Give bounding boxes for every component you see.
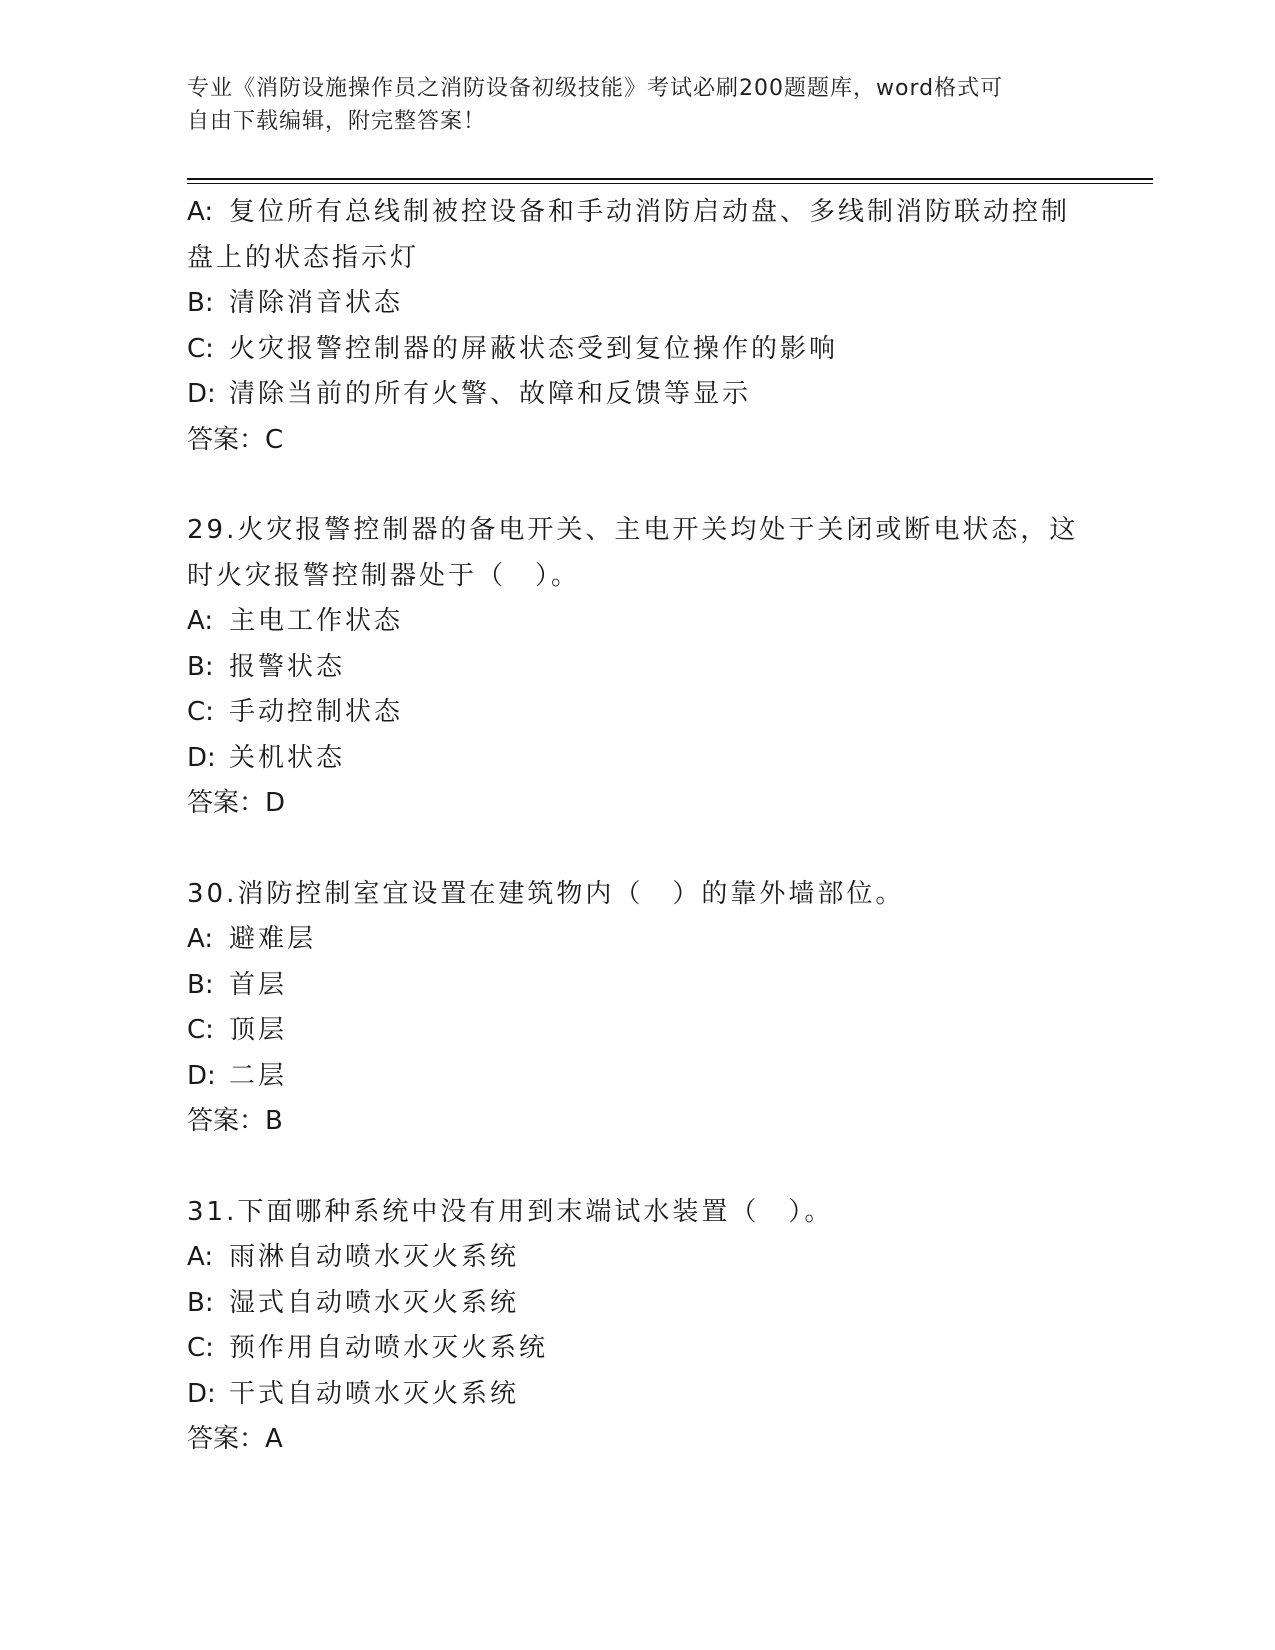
option-label: D: bbox=[187, 742, 216, 773]
option-c bbox=[187, 1008, 1087, 1054]
option-text: 顶层 bbox=[229, 1015, 288, 1045]
option-text: 火灾报警控制器的屏蔽状态受到复位操作的影响 bbox=[229, 333, 839, 364]
question-list bbox=[187, 190, 1087, 1463]
answer: 答案：D bbox=[187, 788, 286, 818]
option-label: C: bbox=[187, 1015, 214, 1045]
option-text: 湿式自动喷水灭火系统 bbox=[229, 1287, 520, 1318]
option-b bbox=[187, 645, 1087, 691]
option-d bbox=[187, 1054, 1087, 1100]
option-a bbox=[187, 599, 1087, 645]
option-label: D: bbox=[187, 379, 216, 409]
option-text: 首层 bbox=[229, 969, 288, 1000]
option-d bbox=[187, 372, 1087, 418]
option-a bbox=[187, 190, 1087, 236]
option-c bbox=[187, 690, 1087, 736]
option-label: B: bbox=[187, 1287, 214, 1318]
option-b bbox=[187, 1281, 1087, 1327]
option-label: B: bbox=[187, 969, 214, 1000]
option-label: B: bbox=[187, 288, 214, 318]
option-c bbox=[187, 327, 1087, 373]
option-label: B: bbox=[187, 651, 214, 682]
option-a bbox=[187, 917, 1087, 963]
question-stem: 31.下面哪种系统中没有用到末端试水装置（ ）。 bbox=[187, 1196, 834, 1227]
option-label: D: bbox=[187, 1378, 216, 1409]
option-a-continued: 盘上的状态指示灯 bbox=[187, 242, 420, 273]
question-stem: 29.火灾报警控制器的备电开关、主电开关均处于关闭或断电状态，这 bbox=[187, 515, 1079, 545]
option-label: C: bbox=[187, 1333, 214, 1363]
header-line-1: 专业《消防设施操作员之消防设备初级技能》考试必刷200题题库，word格式可 bbox=[187, 76, 1004, 101]
answer: 答案：A bbox=[187, 1424, 283, 1454]
spacer bbox=[187, 463, 1087, 508]
option-text: 清除当前的所有火警、故障和反馈等显示 bbox=[229, 379, 752, 409]
answer: 答案：B bbox=[187, 1106, 283, 1136]
header-line-2: 自由下载编辑，附完整答案！ bbox=[187, 109, 487, 134]
question-28-continued bbox=[187, 190, 1087, 463]
option-text: 干式自动喷水灭火系统 bbox=[229, 1378, 520, 1409]
option-c bbox=[187, 1326, 1087, 1372]
option-label: A: bbox=[187, 197, 214, 227]
option-b bbox=[187, 281, 1087, 327]
option-label: A: bbox=[187, 1242, 214, 1272]
option-text: 复位所有总线制被控设备和手动消防启动盘、多线制消防联动控制 bbox=[229, 197, 1071, 227]
option-text: 清除消音状态 bbox=[229, 288, 404, 318]
option-text: 二层 bbox=[229, 1060, 288, 1091]
option-text: 报警状态 bbox=[229, 651, 346, 682]
option-text: 雨淋自动喷水灭火系统 bbox=[229, 1242, 520, 1272]
spacer bbox=[187, 827, 1087, 872]
question-31 bbox=[187, 1190, 1087, 1463]
option-a bbox=[187, 1235, 1087, 1281]
option-label: A: bbox=[187, 924, 214, 954]
option-d bbox=[187, 736, 1087, 782]
option-text: 手动控制状态 bbox=[229, 697, 404, 727]
option-d bbox=[187, 1372, 1087, 1418]
option-label: A: bbox=[187, 606, 214, 636]
question-stem-continued: 时火灾报警控制器处于（ ）。 bbox=[187, 560, 581, 591]
option-label: C: bbox=[187, 697, 214, 727]
header-rule-thick bbox=[187, 178, 1153, 180]
header-rule-thin bbox=[187, 183, 1153, 184]
question-stem: 30.消防控制室宜设置在建筑物内（ ）的靠外墙部位。 bbox=[187, 878, 905, 909]
option-label: D: bbox=[187, 1060, 216, 1091]
option-label: C: bbox=[187, 333, 214, 364]
option-text: 预作用自动喷水灭火系统 bbox=[229, 1333, 549, 1363]
answer: 答案：C bbox=[187, 424, 284, 455]
option-text: 避难层 bbox=[229, 924, 317, 954]
spacer bbox=[187, 1145, 1087, 1190]
option-b bbox=[187, 963, 1087, 1009]
option-text: 关机状态 bbox=[229, 742, 346, 773]
question-30 bbox=[187, 872, 1087, 1145]
document-header bbox=[187, 72, 1067, 138]
question-29 bbox=[187, 508, 1087, 827]
option-text: 主电工作状态 bbox=[229, 606, 404, 636]
